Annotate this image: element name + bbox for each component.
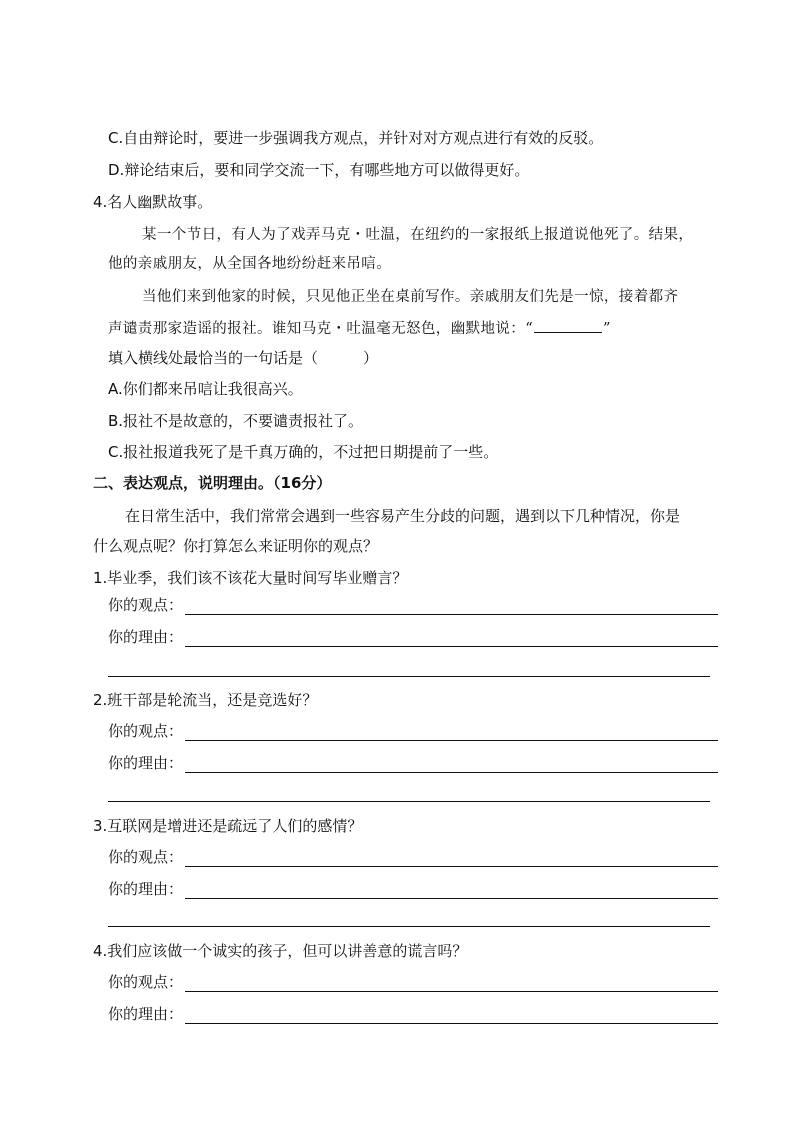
q4-title: 4.名人幽默故事。 (93, 193, 213, 211)
q4-story-p2-line2-text: 声谴责那家造谣的报社。谁知马克・吐温毫无怒色，幽默地说：“ (108, 321, 534, 337)
section2-intro-line2: 什么观点呢？你打算怎么来证明你的观点？ (93, 537, 379, 555)
question-4-reason-line[interactable] (185, 1007, 718, 1024)
question-3-reason-row (108, 877, 718, 899)
viewpoint-label: 你的观点： (108, 722, 184, 740)
question-2-extra-line[interactable] (108, 800, 710, 802)
section2-heading: 二、表达观点，说明理由。（16分） (93, 474, 332, 492)
q4-story-closing-quote: ” (603, 321, 611, 337)
question-2-viewpoint-row (108, 719, 718, 741)
q4-option-c: C.报社报道我死了是千真万确的，不过把日期提前了一些。 (108, 443, 499, 461)
question-4: 4.我们应该做一个诚实的孩子，但可以讲善意的谎言吗？ (93, 942, 468, 960)
question-3-viewpoint-row (108, 845, 718, 867)
question-2-reason-line[interactable] (185, 756, 718, 773)
question-1-viewpoint-row (108, 593, 718, 615)
question-2: 2.班干部是轮流当，还是竞选好？ (93, 691, 318, 709)
section2-intro-line1: 在日常生活中，我们常常会遇到一些容易产生分歧的问题，遇到以下几种情况，你是 (125, 507, 681, 525)
question-1-reason-row (108, 625, 718, 647)
question-3: 3.互联网是增进还是疏远了人们的感情？ (93, 817, 363, 835)
q4-prompt: 填入横线处最恰当的一句话是（ ） (108, 349, 379, 367)
question-2-reason-row (108, 751, 718, 773)
reason-label: 你的理由： (108, 880, 184, 898)
q4-story-p2-line2 (108, 318, 611, 339)
viewpoint-label: 你的观点： (108, 973, 184, 991)
question-1-viewpoint-line[interactable] (185, 598, 718, 615)
q4-story-p1-line2: 他的亲戚朋友，从全国各地纷纷赶来吊唁。 (108, 256, 392, 272)
reason-label: 你的理由： (108, 1005, 184, 1023)
q4-story-p2-line1: 当他们来到他家的时候，只见他正坐在桌前写作。亲戚朋友们先是一惊，接着都齐 (142, 289, 679, 305)
q3-option-c: C.自由辩论时，要进一步强调我方观点，并针对对方观点进行有效的反驳。 (108, 129, 604, 147)
question-4-viewpoint-row (108, 970, 718, 992)
question-1-reason-line[interactable] (185, 630, 718, 647)
q4-option-a: A.你们都来吊唁让我很高兴。 (108, 380, 303, 398)
question-3-extra-line[interactable] (108, 925, 710, 927)
question-2-viewpoint-line[interactable] (185, 724, 718, 741)
q4-story-p1-line1: 某一个节日，有人为了戏弄马克・吐温，在纽约的一家报纸上报道说他死了。结果， (142, 227, 694, 243)
q4-answer-blank[interactable] (534, 318, 602, 333)
reason-label: 你的理由： (108, 628, 184, 646)
reason-label: 你的理由： (108, 754, 184, 772)
viewpoint-label: 你的观点： (108, 848, 184, 866)
question-4-viewpoint-line[interactable] (185, 975, 718, 992)
viewpoint-label: 你的观点： (108, 596, 184, 614)
question-4-reason-row (108, 1002, 718, 1024)
question-3-viewpoint-line[interactable] (185, 850, 718, 867)
question-3-reason-line[interactable] (185, 882, 718, 899)
q4-option-b: B.报社不是故意的，不要谴责报社了。 (108, 412, 364, 430)
q3-option-d: D.辩论结束后，要和同学交流一下，有哪些地方可以做得更好。 (108, 161, 530, 179)
question-1: 1.毕业季，我们该不该花大量时间写毕业赠言？ (93, 569, 408, 587)
question-1-extra-line[interactable] (108, 675, 710, 677)
